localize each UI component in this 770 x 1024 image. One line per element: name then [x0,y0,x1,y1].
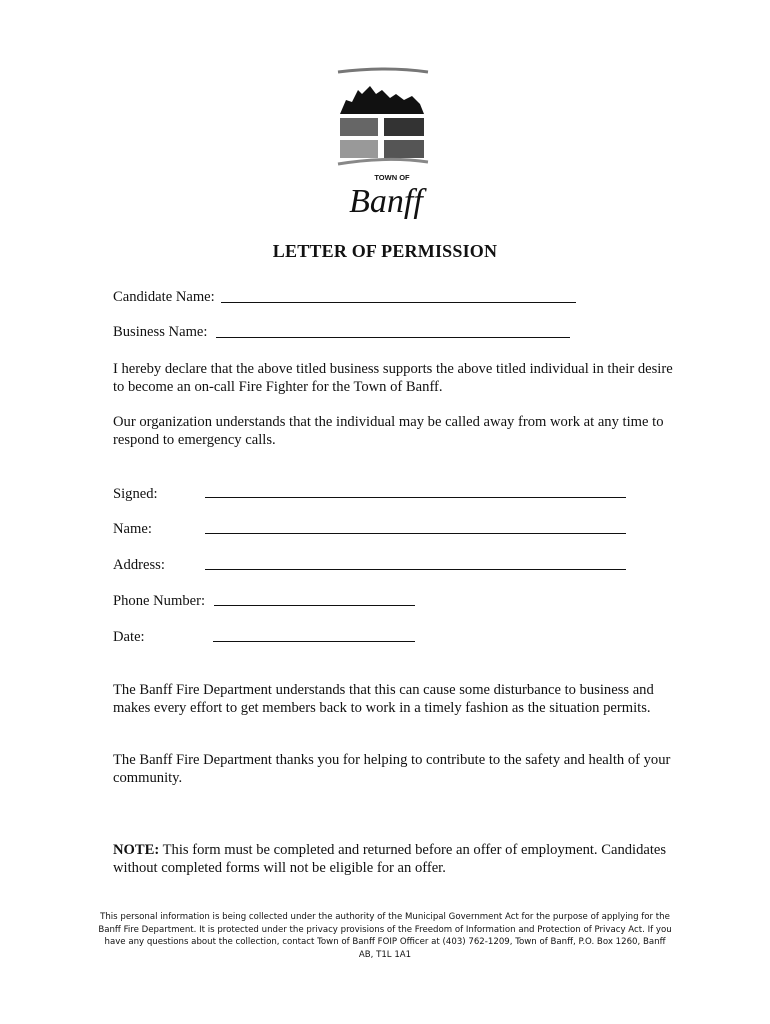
signed-line[interactable] [205,497,626,498]
business-name-label: Business Name: [113,324,208,340]
name-label: Name: [113,521,152,537]
logo-town-of: TOWN OF [374,173,410,182]
business-name-line[interactable] [216,337,570,338]
candidate-name-label: Candidate Name: [113,289,215,305]
phone-number-label: Phone Number: [113,593,206,609]
date-line[interactable] [213,641,415,642]
note-text: This form must be completed and returned before an offer of employment. Candidates without completed forms will not be eligible for an offer. [113,842,667,876]
name-line[interactable] [205,533,626,534]
signed-label: Signed: [113,486,158,502]
logo-banff: Banff [349,183,423,220]
understanding-paragraph: Our organization understands that the individual may be called away from work at any time to respond to emergency calls. [113,414,664,448]
address-line[interactable] [205,569,626,570]
phone-number-line[interactable] [214,605,415,606]
candidate-name-line[interactable] [221,302,576,303]
town-of-banff-logo [330,64,442,224]
thanks-paragraph: The Banff Fire Department thanks you for helping to contribute to the safety and health of your community. [113,752,671,786]
privacy-footer: This personal information is being collected under the authority of the Municipal Government Act for the purpose of applying for the Banff Fire Department. It is protected under the privacy provisions of the Freedom of Information and Protection of Privacy Act. If you have any questions about the collection, contact Town of Banff FOIP Officer at (403) 762-1209, Town of Banff, P.O. Box 1260, Banff AB, T1L 1A1 [98,912,672,960]
page-title: LETTER OF PERMISSION [272,241,498,261]
disturbance-paragraph: The Banff Fire Department understands that this can cause some disturbance to business and makes every effort to get members back to work in a timely fashion as the situation permits. [113,682,654,716]
declaration-paragraph: I hereby declare that the above titled business supports the above titled individual in their desire to become an on-call Fire Fighter for the Town of Banff. [113,361,673,395]
address-label: Address: [113,557,165,573]
note-label: NOTE: [113,842,160,858]
date-label: Date: [113,629,145,645]
note-paragraph [113,841,673,877]
